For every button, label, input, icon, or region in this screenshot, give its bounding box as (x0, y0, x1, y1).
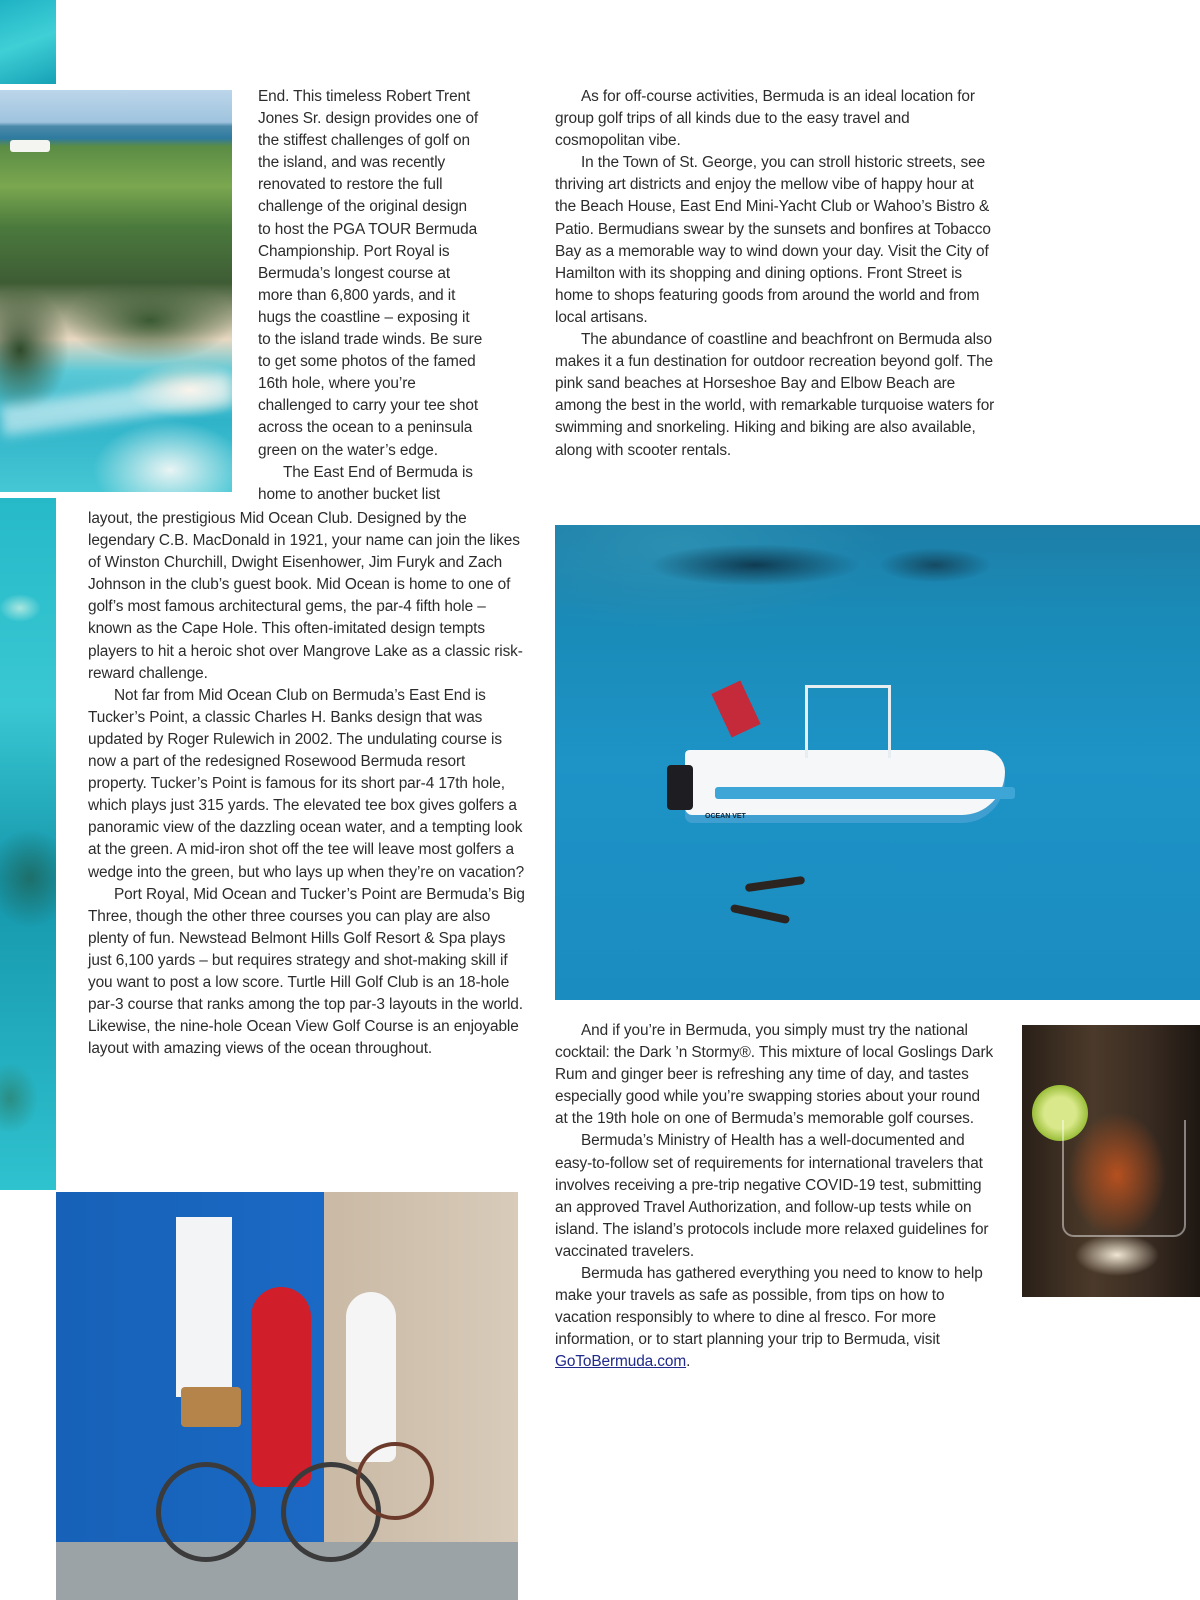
surf-shape (0, 374, 232, 436)
street-shape (56, 1542, 518, 1600)
bike-wheel-shape (356, 1442, 434, 1520)
ocean-strip-image-side (0, 498, 56, 1190)
bike-wheel-shape (156, 1462, 256, 1562)
paragraph-st-george: In the Town of St. George, you can stroll historic streets, see thriving art districts and enjoy the mellow vibe of happy hour at the Beach House, East End Mini-Yacht Club or Wahoo’s Bistro & Patio. Bermudians swear by the sunsets and bonfires at Tobacco Bay as a memorable way to wind down your day. Visit the City of Hamilton with its shopping and dining options. Front Street is home to shops featuring goods from around the world and from local artisans. (555, 154, 991, 326)
basket-shape (181, 1387, 241, 1427)
paragraph-tuckers-point: Not far from Mid Ocean Club on Bermuda’s East End is Tucker’s Point, a classic Charles H. Banks design that was updated by Roger Rulewich in 2002. The undulating course is now a part of the redesigned Rosewood Bermuda resort property. Tucker’s Point is famous for its short par-4 17th hole, which plays just 315 yards. The elevated tee box gives golfers a panoramic view of the dazzling ocean water, and a tempting look at the green. A mid-iron shot off the tee will leave most golfers a wedge into the green, but who lays up when they’re on vacation? (88, 686, 525, 881)
snorkeler-shape (745, 876, 806, 892)
coastline-golf-photo (0, 90, 232, 492)
paragraph-ministry-of-health: Bermuda’s Ministry of Health has a well-documented and easy-to-follow set of requirements for international travelers that involves receiving a pre-trip negative COVID-19 test, submitting an approved Travel Authorization, and follow-up tests while on island. The island’s protocols include more relaxed guidelines for vaccinated travelers. (555, 1132, 989, 1260)
boat-name-label: OCEAN VET (705, 813, 746, 820)
left-column-main-text (88, 508, 528, 1060)
gotobermuda-link[interactable]: GoToBermuda.com (555, 1353, 687, 1371)
right-column-top-text (555, 86, 995, 462)
paragraph-coastline: The abundance of coastline and beachfront on Bermuda also makes it a fun destination for outdoor recreation beyond golf. The pink sand beaches at Horseshoe Bay and Elbow Beach are among the best in the world, with remarkable turquoise waters for swimming and snorkeling. Hiking and biking are also available, along with scooter rentals. (555, 331, 995, 459)
paragraph-port-royal: End. This timeless Robert Trent Jones Sr. design provides one of the stiffest challenges of golf on the island, and was recently renovated to restore the full challenge of the original design to host the PGA TOUR Bermuda Championship. Port Royal is Bermuda’s longest course at more than 6,800 yards, and it hugs the coastline – exposing it to the island trade winds. Be sure to get some photos of the famed 16th hole, where you’re challenged to carry your tee shot across the ocean to a peninsula green on the water’s edge. (258, 88, 483, 459)
paragraph-big-three: Port Royal, Mid Ocean and Tucker’s Point are Bermuda’s Big Three, though the other three courses you can play are also plenty of fun. Newstead Belmont Hills Golf Resort & Spa plays just 6,100 yards – but requires strategy and shot-making skill if you want to post a low score. Turtle Hill Golf Club is an 18-hole par-3 course that ranks among the top par-3 layouts in the world. Likewise, the nine-hole Ocean View Golf Course is an enjoyable layout with amazing views of the ocean throughout. (88, 885, 525, 1058)
boat-tower-shape (805, 685, 891, 758)
right-column-bottom-text (555, 1020, 995, 1374)
boat-stripe-shape (715, 787, 1015, 799)
woman-red-dress-shape (251, 1287, 311, 1487)
paragraph-east-end-intro: The East End of Bermuda is home to another bucket list (258, 463, 473, 503)
clubhouse-shape (10, 140, 50, 152)
left-column-top-text (258, 86, 526, 506)
engine-shape (667, 765, 693, 810)
paragraph-off-course: As for off-course activities, Bermuda is an ideal location for group golf trips of all kinds due to the easy travel and cosmopolitan vibe. (555, 88, 975, 150)
paragraph-mid-ocean: layout, the prestigious Mid Ocean Club. Designed by the legendary C.B. MacDonald in 1921, your name can join the likes of Winston Churchill, Dwight Eisenhower, Jim Furyk and Zach Johnson in the club’s guest book. Mid Ocean is home to one of golf’s most famous architectural gems, the par-4 fifth hole – known as the Cape Hole. This often-imitated design tempts players to hit a heroic shot over Mangrove Lake as a classic risk-reward challenge. (88, 510, 523, 682)
boat-snorkel-photo (555, 525, 1200, 1000)
paragraph-dark-n-stormy: And if you’re in Bermuda, you simply must try the national cocktail: the Dark ’n Stormy®. This mixture of local Goslings Dark Rum and ginger beer is refreshing any time of day, and tastes especially good while you’re swapping stories about your round at the 19th hole on one of Bermuda’s memorable golf courses. (555, 1022, 994, 1128)
cocktail-photo (1022, 1025, 1200, 1297)
paragraph-planning: Bermuda has gathered everything you need to know to help make your travels as safe as possible, from tips on how to vacation responsibly to where to dine al fresco. For more information, or to start planning your trip to Bermuda, visit GoToBermuda.com. (555, 1265, 983, 1371)
boat-hull-shape (685, 750, 1005, 815)
white-shutter-shape (176, 1217, 232, 1397)
glass-shape (1062, 1120, 1186, 1237)
man-white-shirt-shape (346, 1292, 396, 1462)
bicycle-couple-photo (56, 1192, 518, 1600)
flag-shape (711, 680, 760, 737)
snorkeler-shape (730, 904, 790, 924)
ocean-strip-image-top (0, 0, 56, 84)
